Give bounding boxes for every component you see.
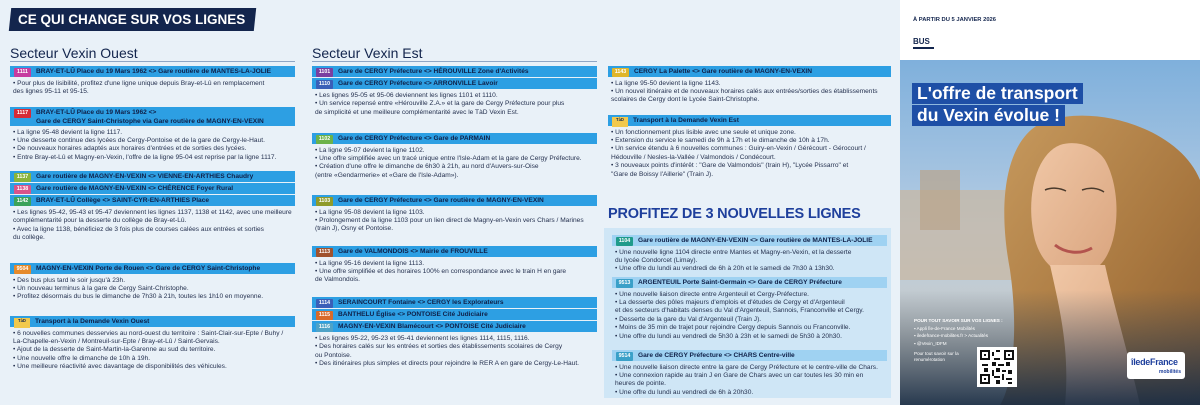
headline-line: du Vexin évolue ! xyxy=(912,105,1065,126)
line-badge: 9513 xyxy=(616,279,633,288)
description-line: • Entre Bray-et-Lû et Magny-en-Vexin, l'offre de la ligne 95-04 est reprise par la ligne 1117. xyxy=(13,153,277,161)
description-line: • 3 nouveaux points d'intérêt : "Gare de Valmondois" (train H), "Lycée Pissarro" et xyxy=(611,162,849,170)
line-description xyxy=(615,291,884,341)
description-line: • Profitez désormais du bus le dimanche de 7h30 à 21h, toutes les 1h10 en moyenne. xyxy=(13,293,264,301)
line-route: CERGY La Palette <> Gare routière de MAGNY-EN-VEXIN xyxy=(634,68,812,75)
description-line: (entre «Gendarmerie» et «Gare de l'Isle-Adam»). xyxy=(315,171,459,179)
mode-label: BUS xyxy=(913,37,930,46)
line-badge: 1102 xyxy=(316,135,333,144)
description-line: • 6 nouvelles communes desservies au nord-ouest du territoire : Saint-Clair-sur-Epte / Buhy / xyxy=(13,329,284,337)
line-header xyxy=(312,246,597,257)
line-header xyxy=(312,321,597,332)
description-line: de Valmondois. xyxy=(315,276,360,284)
description-line: (train J), Osny et Pontoise. xyxy=(315,225,394,233)
divider xyxy=(10,61,295,62)
description-line: • Les lignes 95-05 et 95-06 deviennent les lignes 1101 et 1110. xyxy=(315,91,498,99)
description-line: • Une nouvelle offre le dimanche de 10h à 19h. xyxy=(13,354,151,362)
line-route: BRAY-ET-LÛ Place du 19 Mars 1962 <> Gare de CERGY Saint-Christophe via Gare routière de MAGNY-EN-VEXIN xyxy=(36,109,264,125)
line-route: Gare de CERGY Préfecture <> Gare routière de MAGNY-EN-VEXIN xyxy=(338,197,544,204)
line-header xyxy=(10,316,295,327)
description-line: scolaires de Cergy dont le Lycée Saint-Christophe. xyxy=(611,96,760,104)
description-line: Hédouville / Nesles-la-Vallée / Valmondois / Condécourt. xyxy=(611,153,776,161)
line-description xyxy=(315,335,594,369)
description-line: • Une offre simplifiée et des horaires 100% en correspondance avec le train H en gare xyxy=(315,268,567,275)
line-header xyxy=(312,66,597,77)
description-line: • La ligne 95-08 devient la ligne 1103. xyxy=(315,208,425,216)
description-line: • De nouveaux horaires adaptés aux horaires d'entrées et de sorties des lycées. xyxy=(13,145,247,153)
description-line: • Une meilleure réactivité avec davantage de disponibilités des véhicules. xyxy=(13,363,227,371)
twitter-icon: ▪ xyxy=(914,340,917,346)
line-header xyxy=(10,195,295,206)
info-twitter[interactable]: ▪ @Vexin_IDFM xyxy=(914,340,947,346)
description-line: du lycée Condorcet (Limay). xyxy=(615,257,698,264)
line-header xyxy=(612,350,887,361)
line-header xyxy=(608,66,891,77)
description-line: • Prolongement de la ligne 1103 pour un lien direct de Magny-en-Vexin vers Chars / Marines xyxy=(315,217,584,224)
description-line: • Desserte de la gare du Val d'Argenteuil (Train J). xyxy=(615,315,762,323)
description-line: • Des itinéraires plus simples et directs pour rejoindre le RER A en gare de Cergy-Le-Haut. xyxy=(315,360,579,368)
description-line: • Un service étendu à 6 nouvelles communes : Guiry-en-Vexin / Gérécourt - Gérocourt / xyxy=(611,145,866,153)
line-description xyxy=(315,209,594,234)
line-route: Gare routière de MAGNY-EN-VEXIN <> VIENNE-EN-ARTHIES Chaudry xyxy=(36,173,254,180)
start-date: À PARTIR DU 5 JANVIER 2026 xyxy=(913,17,997,23)
line-header xyxy=(612,235,887,246)
description-line: • La ligne 95-16 devient la ligne 1113. xyxy=(315,259,425,267)
line-header xyxy=(312,309,597,320)
description-line: • Les lignes 95-22, 95-23 et 95-41 deviennent les lignes 1114, 1115, 1116. xyxy=(315,334,530,342)
description-line: • Une nouvelle liaison directe entre la gare de Cergy Préfecture et le centre-ville de Chars. xyxy=(615,363,878,371)
line-description xyxy=(615,249,884,274)
line-badge: 9514 xyxy=(616,352,633,361)
description-line: • Une offre simplifiée avec un tracé unique entre l'Isle-Adam et la gare de Cergy Préfecture. xyxy=(315,155,582,162)
description-line: • Un fonctionnement plus lisible avec une seule et unique zone. xyxy=(611,128,796,136)
line-header xyxy=(10,66,295,77)
line-route: Transport à la Demande Vexin Est xyxy=(633,117,739,124)
qr-code-icon xyxy=(980,350,1014,384)
line-description xyxy=(13,277,292,302)
description-line: du collège. xyxy=(13,234,45,242)
line-header xyxy=(312,133,597,144)
tad-badge: TàD xyxy=(612,117,628,127)
page-banner: CE QUI CHANGE SUR VOS LIGNES xyxy=(9,8,257,31)
line-route: Gare de VALMONDOIS <> Mairie de FROUVILLE xyxy=(338,248,488,255)
line-route: Gare routière de MAGNY-EN-VEXIN <> CHÉRENCE Foyer Rural xyxy=(36,185,234,193)
line-description xyxy=(13,209,292,243)
line-route: SERAINCOURT Fontaine <> CERGY les Explorateurs xyxy=(338,299,504,306)
line-badge: 1114 xyxy=(316,299,333,308)
line-description xyxy=(13,129,292,163)
line-description xyxy=(615,364,884,398)
qr-code[interactable] xyxy=(977,347,1017,387)
line-route: Gare de CERGY Préfecture <> HÉROUVILLE Zone d'Activités xyxy=(338,68,529,75)
info-app[interactable]: ▪ Appli Île-de-France Mobilités xyxy=(914,325,975,331)
line-description xyxy=(315,260,594,285)
line-route: BRAY-ET-LÛ Collège <> SAINT-CYR-EN-ARTHIES Place xyxy=(36,197,210,205)
cover-headline xyxy=(912,83,1142,127)
description-line: • Moins de 35 min de trajet pour rejoindre Cergy depuis Sannois ou Franconville. xyxy=(615,324,851,332)
line-route: BANTHELU Église <> PONTOISE Cité Judiciaire xyxy=(338,311,488,319)
description-line: • Une connexion rapide au train J en Gare de Chars avec un car toutes les 30 min en heures de pointe. xyxy=(615,372,864,388)
line-route: Gare de CERGY Préfecture <> ARRONVILLE Lavoir xyxy=(338,80,498,88)
description-line: • Un nouveau terminus à la gare de Cergy Saint-Christophe. xyxy=(13,285,189,292)
line-route: Gare de CERGY Préfecture <> Gare de PARMAIN xyxy=(338,135,491,142)
line-header xyxy=(10,171,295,182)
description-line: "Gare de Boissy l'Aillerie" (Train J). xyxy=(611,170,714,178)
description-line: • Avec la ligne 1138, bénéficiez de 3 fois plus de courses calées aux entrées et sorties xyxy=(13,225,264,233)
line-route: MAGNY-EN-VEXIN Porte de Rouen <> Gare de CERGY Saint-Christophe xyxy=(36,265,261,272)
description-line: ou Pontoise. xyxy=(315,351,352,359)
line-header xyxy=(10,107,295,126)
description-line: • Un service repensé entre «Hérouville Z.A.» et la gare de Cergy Préfecture pour plus xyxy=(315,100,565,108)
line-route: Gare routière de MAGNY-EN-VEXIN <> Gare routière de MANTES-LA-JOLIE xyxy=(638,237,873,244)
idf-mobilites-logo xyxy=(1127,352,1185,379)
line-header xyxy=(312,78,597,89)
line-header xyxy=(612,277,887,288)
line-badge: 1142 xyxy=(14,197,31,206)
description-line: et des secteurs d'habitats denses du Val d'Argenteuil, Sannois, Franconville et Cergy. xyxy=(615,307,864,315)
description-line: • Une offre du lundi au vendredi de 6h à 20h30. xyxy=(615,388,754,396)
line-badge: 1103 xyxy=(316,197,333,206)
info-site[interactable]: ▪ iledefrance-mobilites.fr > Actualités xyxy=(914,333,989,339)
line-badge: 1101 xyxy=(316,68,333,77)
description-line: • Création d'une offre le dimanche de 6h30 à 21h, au nord d'Auvers-sur-Oise xyxy=(315,163,539,171)
line-route: Transport à la Demande Vexin Ouest xyxy=(35,318,150,325)
sector-east-title: Secteur Vexin Est xyxy=(312,45,423,61)
line-badge: 1115 xyxy=(316,311,333,320)
line-route: MAGNY-EN-VEXIN Blamécourt <> PONTOISE Cité Judiciaire xyxy=(338,323,526,331)
phone-icon: ▪ xyxy=(914,325,917,331)
line-badge: 1138 xyxy=(14,185,31,194)
description-line: La-Chapelle-en-Vexin / Montreuil-sur-Epte / Bray-et-Lû / Saint-Gervais. xyxy=(13,338,220,345)
description-line: • Extension du service le samedi de 9h à 17h et le dimanche de 10h à 17h. xyxy=(611,137,830,144)
line-badge: 1116 xyxy=(316,323,333,332)
tad-badge: TàD xyxy=(14,318,30,328)
qr-caption: Pour tout savoir sur la renumérotation xyxy=(914,351,959,362)
sector-west-title: Secteur Vexin Ouest xyxy=(10,45,138,61)
line-route: ARGENTEUIL Porte Saint-Germain <> Gare de CERGY Préfecture xyxy=(638,279,842,286)
line-description xyxy=(611,129,888,179)
line-badge: 1137 xyxy=(14,173,31,182)
description-line: • Pour plus de lisibilité, profitez d'une ligne unique depuis Bray-et-Lû en remplacement xyxy=(13,79,265,87)
line-header xyxy=(312,195,597,206)
line-badge: 1113 xyxy=(316,248,333,257)
line-header xyxy=(10,263,295,274)
logo-text: îledeFrance xyxy=(1131,357,1178,367)
new-lines-title: PROFITEZ DE 3 NOUVELLES LIGNES xyxy=(608,206,861,222)
globe-icon: ▪ xyxy=(914,333,917,339)
description-line: • Une nouvelle liaison directe entre Argenteuil et Cergy-Préfecture. xyxy=(615,290,809,298)
description-line: • La ligne 95-48 devient la ligne 1117. xyxy=(13,128,123,136)
divider xyxy=(913,47,934,49)
line-badge: 1110 xyxy=(316,80,333,89)
description-line: • Les lignes 95-42, 95-43 et 95-47 deviennent les lignes 1137, 1138 et 1142, avec une meilleure xyxy=(13,208,292,216)
description-line: • Une offre du lundi au vendredi de 5h30 à 23h et le samedi de 5h30 à 20h30. xyxy=(615,332,842,340)
line-badge: 1104 xyxy=(616,237,633,246)
logo-subtext: mobilités xyxy=(1159,369,1181,375)
line-badge: 1117 xyxy=(14,109,31,118)
line-description xyxy=(315,92,594,117)
line-route: BRAY-ET-LÛ Place du 19 Mars 1962 <> Gare routière de MANTES-LA-JOLIE xyxy=(36,68,272,75)
line-description xyxy=(13,330,292,372)
description-line: • Une offre du lundi au vendredi de 6h à 20h et le samedi de 7h30 à 13h30. xyxy=(615,265,835,273)
line-description xyxy=(611,80,888,105)
description-line: • Une desserte continue des lycées de Cergy-Pontoise et de la gare de Cergy-le-Haut. xyxy=(13,136,265,144)
info-title: POUR TOUT SAVOIR SUR VOS LIGNES : xyxy=(914,318,1003,323)
description-line: • Des bus plus tard le soir jusqu'à 23h. xyxy=(13,276,126,284)
line-badge: 9504 xyxy=(14,265,31,274)
description-line: • La ligne 95-50 devient la ligne 1143. xyxy=(611,79,721,87)
line-header xyxy=(10,183,295,194)
line-header xyxy=(312,297,597,308)
line-description xyxy=(315,147,594,181)
description-line: • La ligne 95-07 devient la ligne 1102. xyxy=(315,146,425,154)
headline-line: L'offre de transport xyxy=(912,83,1083,104)
description-line: • Des horaires calés sur les entrées et sorties des établissements scolaires de Cergy xyxy=(315,343,563,351)
divider xyxy=(312,61,597,62)
description-line: • Ajout de la desserte de Saint-Martin-la-Garenne au sud du territoire. xyxy=(13,346,216,354)
description-line: • La desserte des pôles majeurs d'emplois et d'études de Cergy et d'Argenteuil xyxy=(615,299,845,306)
description-line: • Un nouvel itinéraire et de nouveaux horaires calés aux entrées/sorties des établissements xyxy=(611,88,878,95)
description-line: • Une nouvelle ligne 1104 directe entre Mantes et Magny-en-Vexin, et la desserte xyxy=(615,248,852,256)
description-line: de simplicité et une meilleure complémentarité avec le TàD Vexin Est. xyxy=(315,108,519,116)
line-badge: 1111 xyxy=(14,68,31,77)
line-description xyxy=(13,80,292,97)
description-line: des lignes 95-11 et 95-15. xyxy=(13,88,89,95)
line-route: Gare de CERGY Préfecture <> CHARS Centre-ville xyxy=(638,352,795,359)
description-line: complémentarité pour la desserte du collège de Bray-et-Lû. xyxy=(13,217,187,225)
line-badge: 1143 xyxy=(612,68,629,77)
line-header xyxy=(608,115,891,126)
